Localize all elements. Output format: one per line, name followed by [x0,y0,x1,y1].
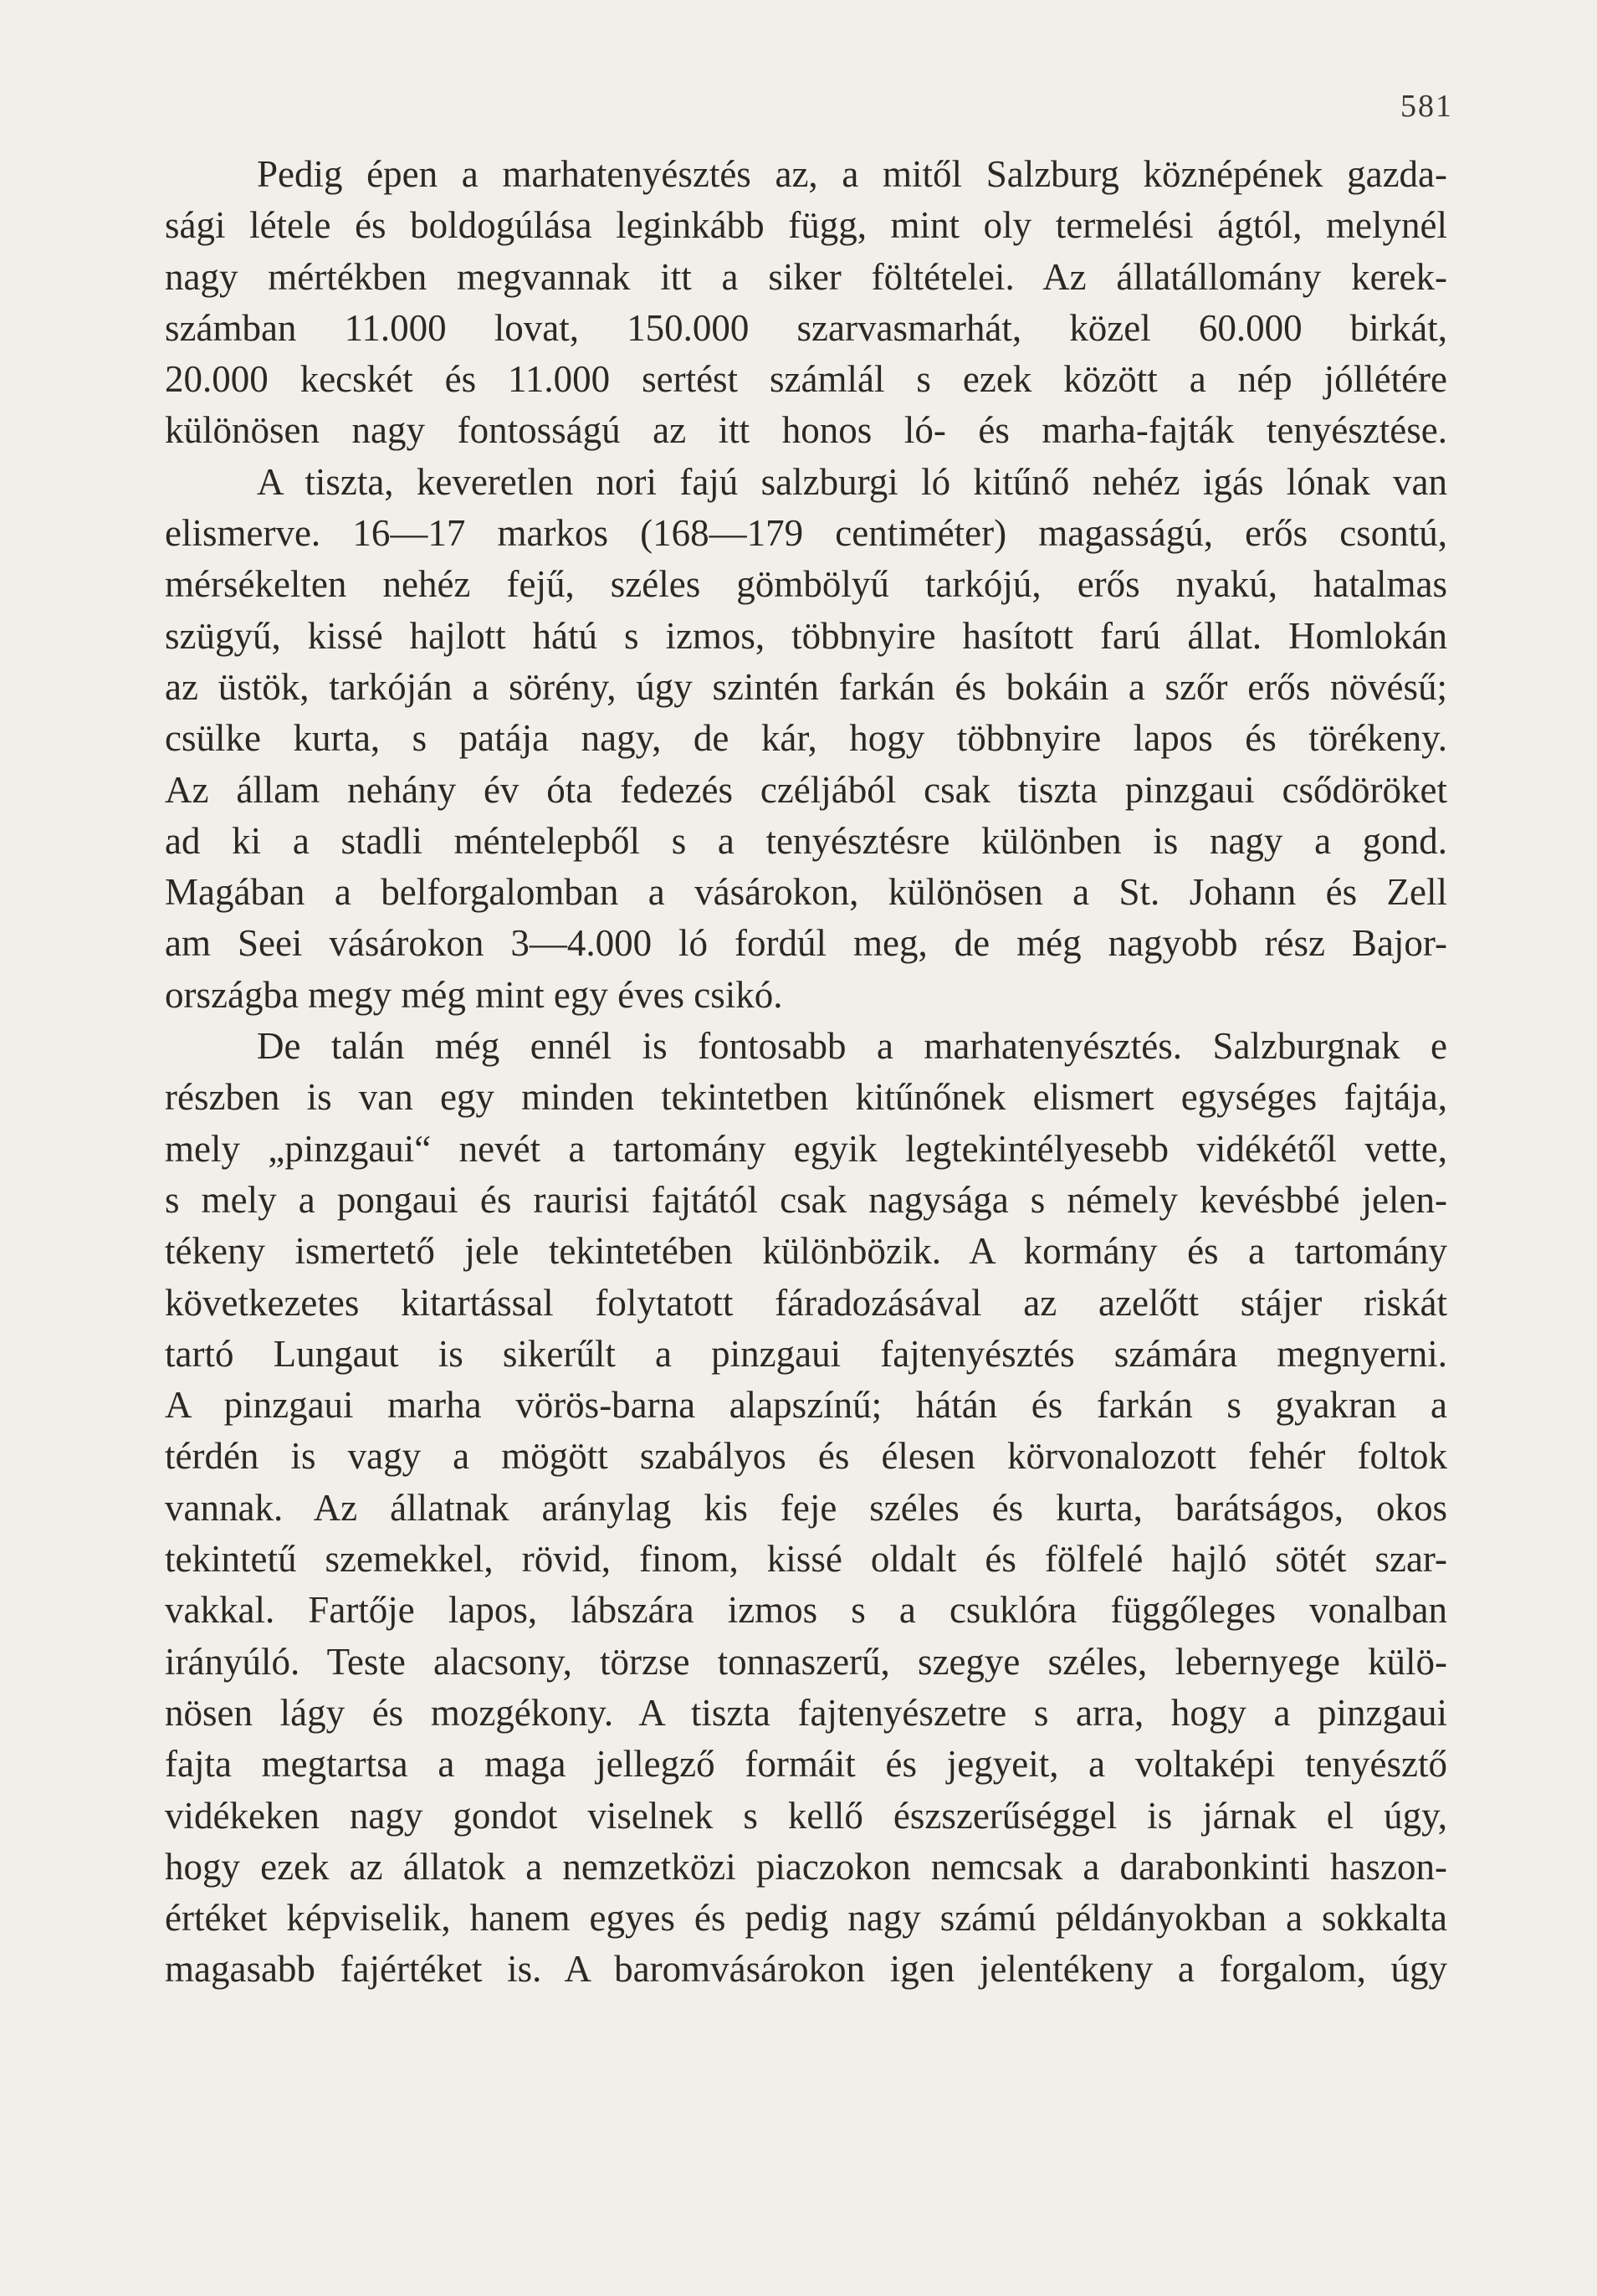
text-line: szügyű, kissé hajlott hátú s izmos, többnyire hasított farú állat. Homlokán [165,614,1447,657]
text-line: vannak. Az állatnak aránylag kis feje széles és kurta, barátságos, okos [165,1486,1447,1529]
text-line: am Seei vásárokon 3—4.000 ló fordúl meg, de még nagyobb rész Bajor- [165,922,1447,965]
text-line: az üstök, tarkóján a sörény, úgy szintén farkán és bokáin a szőr erős növésű; [165,665,1447,708]
text-line: nagy mértékben megvannak itt a siker föltételei. Az állatállomány kerek- [165,255,1447,298]
text-line: tartó Lungaut is sikerűlt a pinzgaui fajtenyésztés számára megnyerni. [165,1332,1447,1375]
body-text [165,149,1447,1996]
text-line: nösen lágy és mozgékony. A tiszta fajtenyészetre s arra, hogy a pinzgaui [165,1691,1447,1734]
text-line: hogy ezek az állatok a nemzetközi piaczokon nemcsak a darabonkinti haszon- [165,1845,1447,1888]
text-line: térdén is vagy a mögött szabályos és élesen körvonalozott fehér foltok [165,1435,1447,1478]
text-line: tekintetű szemekkel, rövid, finom, kissé oldalt és fölfelé hajló sötét szar- [165,1538,1447,1581]
text-line: értéket képviselik, hanem egyes és pedig nagy számú példányokban a sokkalta [165,1897,1447,1940]
text-line: vakkal. Fartője lapos, lábszára izmos s a csuklóra függőleges vonalban [165,1589,1447,1632]
text-line: irányúló. Teste alacsony, törzse tonnaszerű, szegye széles, lebernyege külö- [165,1640,1447,1683]
text-line: A tiszta, keveretlen nori fajú salzburgi ló kitűnő nehéz igás lónak van [257,460,1447,503]
text-line: tékeny ismertető jele tekintetében különbözik. A kormány és a tartomány [165,1230,1447,1273]
text-line: s mely a pongaui és raurisi fajtától csak nagysága s némely kevésbbé jelen- [165,1178,1447,1221]
text-line: csülke kurta, s patája nagy, de kár, hogy többnyire lapos és törékeny. [165,717,1447,760]
text-line: sági létele és boldogúlása leginkább függ, mint oly termelési ágtól, melynél [165,204,1447,247]
text-line: Magában a belforgalomban a vásárokon, különösen a St. Johann és Zell [165,871,1447,914]
text-line: részben is van egy minden tekintetben kitűnőnek elismert egységes fajtája, [165,1076,1447,1119]
text-line: Az állam nehány év óta fedezés czéljából csak tiszta pinzgaui csődöröket [165,768,1447,811]
text-line: országba megy még mint egy éves csikó. [165,973,783,1016]
text-line: ad ki a stadli méntelepből s a tenyésztésre különben is nagy a gond. [165,819,1447,862]
text-line: magasabb fajértéket is. A baromvásárokon igen jelentékeny a forgalom, úgy [165,1948,1447,1991]
text-line: 20.000 kecskét és 11.000 sertést számlál s ezek között a nép jóllétére [165,358,1447,401]
page-number: 581 [1400,89,1453,124]
text-line: számban 11.000 lovat, 150.000 szarvasmarhát, közel 60.000 birkát, [165,306,1447,349]
text-line: különösen nagy fontosságú az itt honos ló- és marha-fajták tenyésztése. [165,409,1447,452]
text-line: De talán még ennél is fontosabb a marhatenyésztés. Salzburgnak e [257,1025,1447,1068]
text-line: következetes kitartással folytatott fáradozásával az azelőtt stájer riskát [165,1281,1447,1324]
text-line: mérsékelten nehéz fejű, széles gömbölyű tarkójú, erős nyakú, hatalmas [165,563,1447,606]
text-line: A pinzgaui marha vörös-barna alapszínű; hátán és farkán s gyakran a [165,1384,1447,1427]
text-line: mely „pinzgaui“ nevét a tartomány egyik legtekintélyesebb vidékétől vette, [165,1127,1447,1170]
text-line: elismerve. 16—17 markos (168—179 centiméter) magasságú, erős csontú, [165,512,1447,555]
text-line: Pedig épen a marhatenyésztés az, a mitől Salzburg köznépének gazda- [257,153,1447,195]
text-line: vidékeken nagy gondot viselnek s kellő észszerűséggel is járnak el úgy, [165,1794,1447,1837]
text-line: fajta megtartsa a maga jellegző formáit és jegyeit, a voltaképi tenyésztő [165,1743,1447,1786]
